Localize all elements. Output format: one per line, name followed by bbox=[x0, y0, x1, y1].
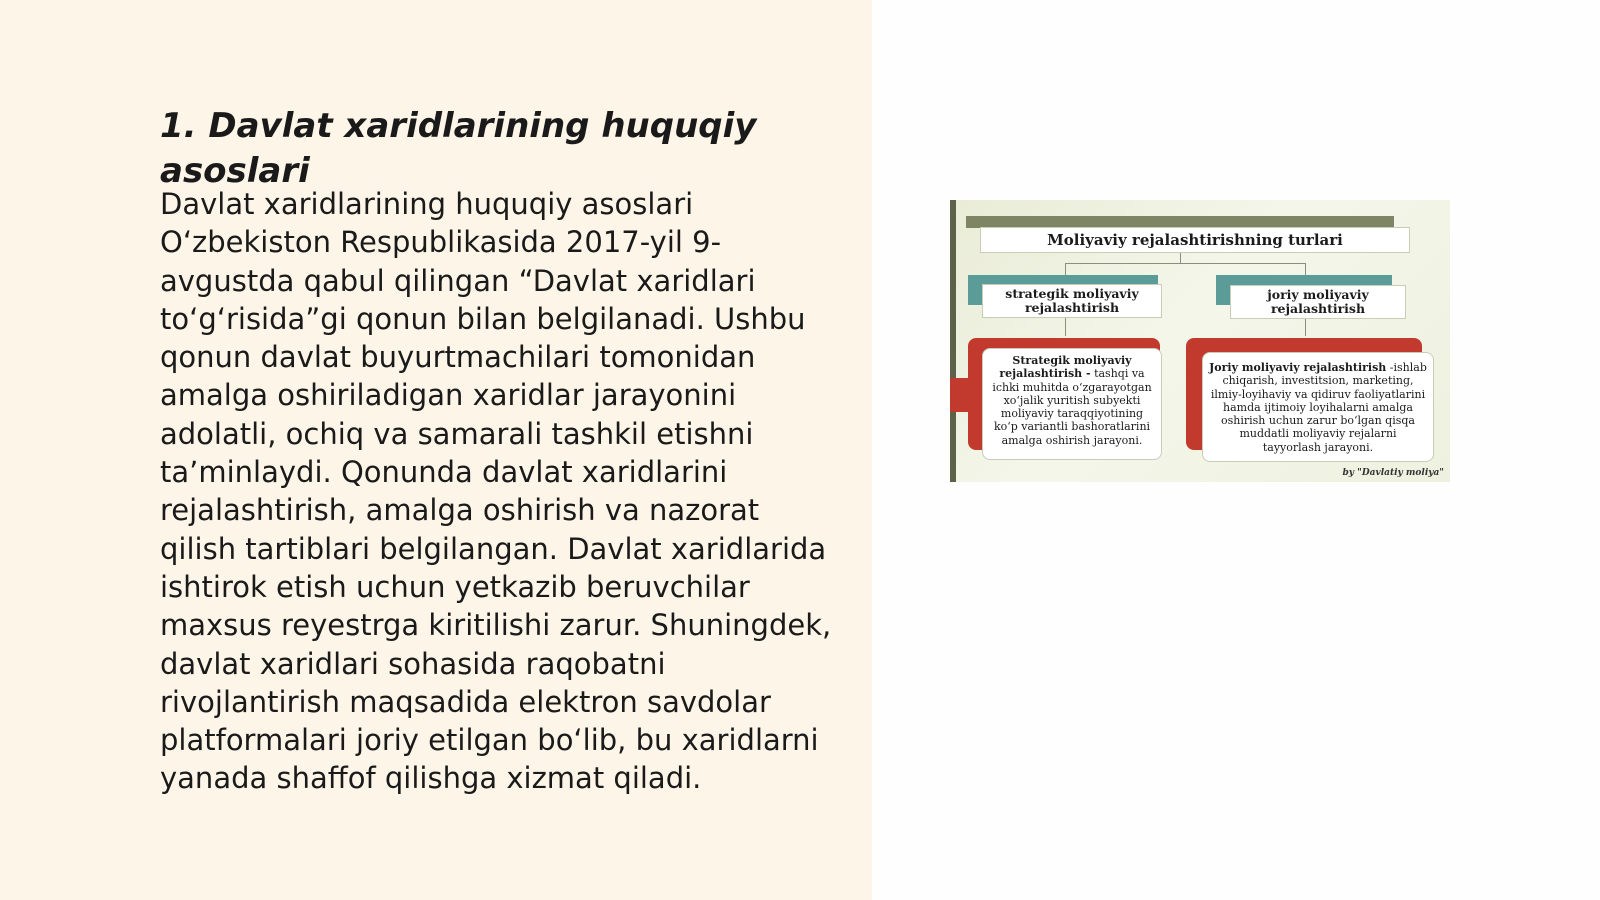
slide-body-text: Davlat xaridlarining huquqiy asoslari O‘zbekiston Respublikasida 2017-yil 9-avgustda qabul qilingan “Davlat xaridlari to‘g‘risida”gi qonun bilan belgilanadi. Ushbu qonun davlat buyurtmachilari tomonidan amalga oshiriladigan xaridlar jarayonini adolatli, ochiq va samarali tashkil etishni ta’minlaydi. Qonunda davlat xaridlarini rejalashtirish, amalga oshirish va nazorat qilish tartiblari belgilangan. Davlat xaridlarida ishtirok etish uchun yetkazib beruvchilar maxsus reyestrga kiritilishi zarur. Shuningdek, davlat xaridlari sohasida raqobatni rivojlantirish maqsadida elektron savdolar platformalari joriy etilgan bo‘lib, bu xaridlarni yanada shaffof qilishga xizmat qiladi. bbox=[160, 187, 832, 796]
connector-line bbox=[1065, 263, 1305, 264]
financial-planning-diagram bbox=[950, 200, 1450, 482]
desc-box-current bbox=[1202, 352, 1434, 462]
desc-text-strategic: tashqi va ichki muhitda o‘zgarayotgan xo‘jalik yuritish subyekti moliyaviy taraqqiyotining ko‘p variantli bashoratlarini amalga oshirish jarayoni. bbox=[992, 367, 1152, 447]
diagram-caption: by "Davlatiy moliya" bbox=[1342, 468, 1444, 478]
type-box-strategic: strategik moliyaviy rejalashtirish bbox=[982, 284, 1162, 318]
desc-term-current: Joriy moliyaviy rejalashtirish bbox=[1209, 361, 1387, 374]
connector-line bbox=[1305, 318, 1306, 336]
connector-line bbox=[1065, 263, 1066, 275]
type-box-current: joriy moliyaviy rejalashtirish bbox=[1230, 285, 1406, 319]
connector-line bbox=[1065, 318, 1066, 336]
desc-text-current: -ishlab chiqarish, investitsion, marketing, ilmiy-loyihaviy va qidiruv faoliyatlarini hamda ijtimoiy loyihalarni amalga oshirish uchun zarur bo‘lgan qisqa muddatli moliyaviy rejalarni tayyorlash jarayoni. bbox=[1210, 361, 1427, 454]
connector-line bbox=[1180, 253, 1181, 263]
desc-box-strategic bbox=[982, 348, 1162, 460]
slide-title: 1. Davlat xaridlarining huquqiy asoslari bbox=[160, 106, 757, 191]
diagram-header: Moliyaviy rejalashtirishning turlari bbox=[980, 227, 1410, 253]
connector-line bbox=[1305, 263, 1306, 275]
diagram-left-strip bbox=[950, 200, 956, 482]
desc-term-strategic: Strategik moliyaviy rejalashtirish - bbox=[999, 354, 1132, 381]
diagram-red-tab bbox=[950, 378, 970, 412]
